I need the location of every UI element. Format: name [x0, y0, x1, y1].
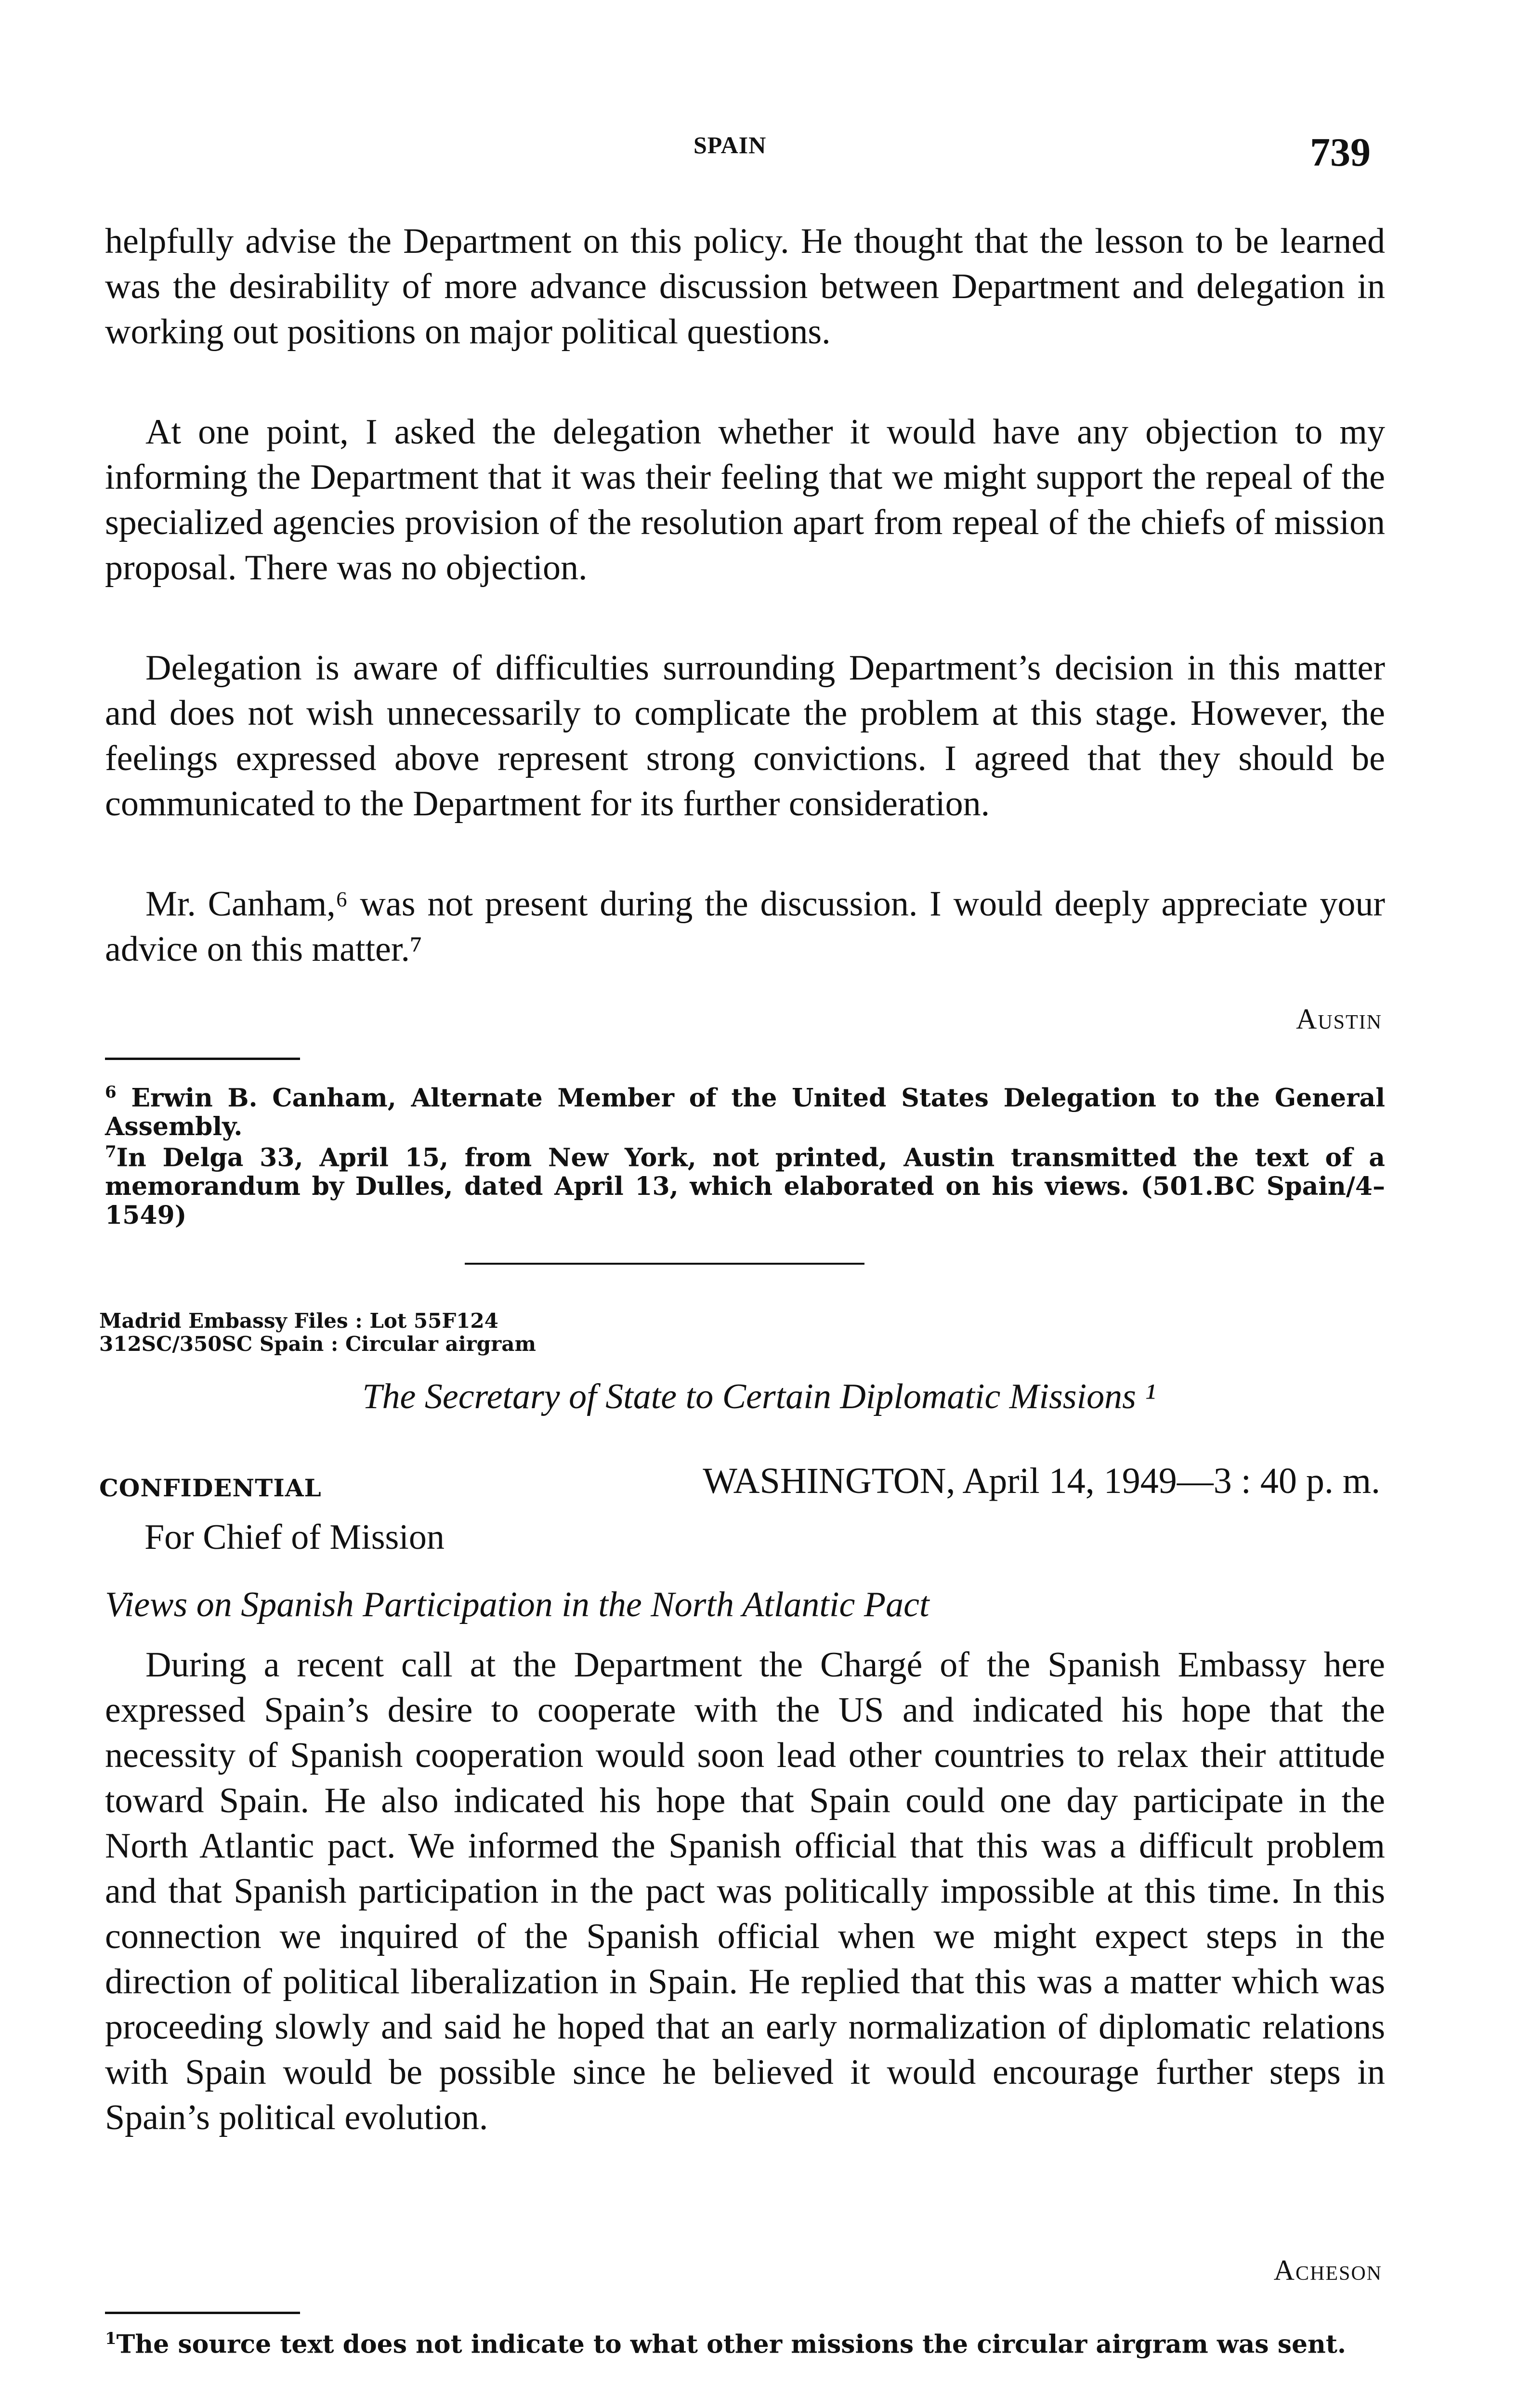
footnote-1 [105, 2324, 1385, 2387]
footnote-divider-bottom [105, 2312, 300, 2314]
document-body: During a recent call at the Department the Chargé of the Spanish Embassy here expressed Spain’s desire to cooperate with the US and indicated his hope that the necessity of Spanish cooperation would soon lead other countries to relax their attitude toward Spain. He also indicated his hope that Spain could one day participate in the North Atlantic pact. We informed the Spanish official that this was a difficult problem and that Spanish participation in the pact was politically impossible at this time. In this connection we inquired of the Spanish official when we might expect steps in the direction of political liberalization in Spain. He replied that this was a matter which was proceeding slowly and said he hoped that an early normalization of diplomatic relations with Spain would be possible since he believed it would encourage further steps in Spain’s political evolution. [105, 1645, 1385, 2137]
paragraph-2: At one point, I asked the delegation whether it would have any objection to my informing the Department that it was their feeling that we might support the repeal of the specialized agencies provision of the resolution apart from repeal of the chiefs of mission proposal. There was no objection. [105, 412, 1385, 588]
footnote-1-marker: 1 [105, 2329, 117, 2348]
file-code-line-2: 312SC/350SC Spain : Circular airgram [99, 1332, 536, 1356]
section-divider [465, 1263, 864, 1265]
paragraph-1: helpfully advise the Department on this policy. He thought that the lesson to be learned was the desirability of more advance discussion between Department and delegation in working out positions on major political questions. [105, 222, 1385, 352]
footnote-7 [105, 1138, 1385, 1230]
paragraph-3: Delegation is aware of difficulties surrounding Department’s decision in this matter and does not wish unnecessarily to complicate the problem at this stage. However, the feelings expressed above represent strong convictions. I agreed that they should be communicated to the Department for its further consideration. [105, 648, 1385, 824]
signature-austin: Austin [1296, 1003, 1382, 1035]
footnote-6-text: Erwin B. Canham, Alternate Member of the United States Delegation to the General Assembly. [105, 1083, 1385, 1142]
footnote-6 [105, 1078, 1385, 1142]
paragraph-4: Mr. Canham,⁶ was not present during the discussion. I would deeply appreciate your advice on this matter.⁷ [105, 884, 1385, 969]
footnote-7-text: In Delga 33, April 15, from New York, not printed, Austin transmitted the text of a memorandum by Dulles, dated April 13, which elaborated on his views. (501.BC Spain/4–1549) [105, 1143, 1385, 1230]
footnote-6-marker: 6 [105, 1083, 117, 1102]
classification-label: CONFIDENTIAL [99, 1474, 322, 1502]
signature-acheson: Acheson [1273, 2254, 1382, 2286]
subject-line: Views on Spanish Participation in the North Atlantic Pact [105, 1585, 929, 1624]
running-header-title: SPAIN [694, 131, 767, 158]
addressee: For Chief of Mission [144, 1518, 445, 1557]
footnote-divider [105, 1058, 300, 1060]
page-number: 739 [1310, 130, 1371, 175]
file-code-line-1: Madrid Embassy Files : Lot 55F124 [99, 1309, 498, 1333]
footnote-7-marker: 7 [105, 1142, 117, 1162]
footnote-1-text: The source text does not indicate to what other missions the circular airgram was sent. [116, 2329, 1346, 2359]
dateline: WASHINGTON, April 14, 1949—3 : 40 p. m. [703, 1461, 1380, 1501]
document-title: The Secretary of State to Certain Diplomatic Missions ¹ [362, 1377, 1156, 1416]
